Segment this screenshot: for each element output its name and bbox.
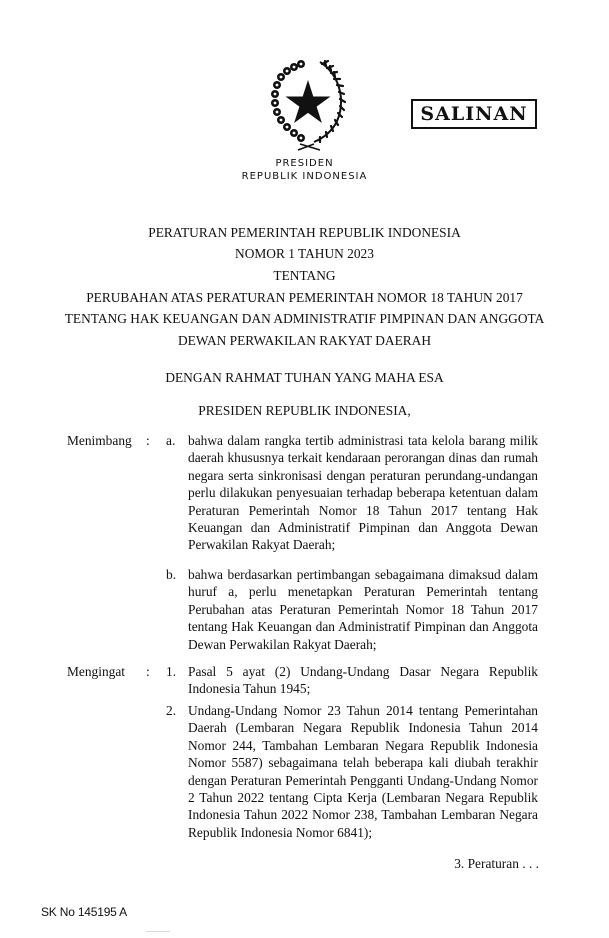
menimbang-item-b-text: bahwa berdasarkan pertimbangan sebagaimana dimaksud dalam huruf a, perlu menetapkan Peraturan Pemerintah tentang Perubahan atas Peraturan Pemerintah Nomor 18 Tahun 2017 tentang Hak Keuangan dan Administratif Pimpinan dan Anggota Dewan Perwakilan Rakyat Daerah; [188, 567, 538, 652]
invocation: DENGAN RAHMAT TUHAN YANG MAHA ESA [165, 370, 444, 385]
mengingat-item-1-text: Pasal 5 ayat (2) Undang-Undang Dasar Negara Republik Indonesia Tahun 1945; [188, 664, 538, 697]
title-line-5: TENTANG HAK KEUANGAN DAN ADMINISTRATIF PIMPINAN DAN ANGGOTA [64, 311, 545, 326]
menimbang-item-a-text: bahwa dalam rangka tertib administrasi tata kelola barang milik daerah khususnya terkait kendaraan perorangan dinas dan rumah negara serta sinkronisasi dengan peraturan perundang-undangan perlu dilakukan penyesuaian terhadap beberapa ketentuan dalam Peraturan Pemerintah Nomor 18 Tahun 2017 tentang Hak Keuangan dan Administratif Pimpinan dan Anggota Dewan Perwakilan Rakyat Daerah; [188, 433, 538, 553]
title-line-3: TENTANG [273, 268, 336, 283]
salinan-stamp-text: SALINAN [420, 103, 528, 125]
presidential-emblem-icon [268, 58, 348, 152]
office-line-republik: REPUBLIK INDONESIA [241, 171, 368, 182]
document-reference-number: SK No 145195 A [41, 905, 127, 919]
title-line-1: PERATURAN PEMERINTAH REPUBLIK INDONESIA [148, 225, 461, 240]
issuer: PRESIDEN REPUBLIK INDONESIA, [198, 403, 411, 418]
salinan-stamp [411, 99, 537, 129]
mengingat-colon: : [146, 664, 150, 679]
title-line-2: NOMOR 1 TAHUN 2023 [235, 246, 374, 261]
menimbang-item-a-marker: a. [166, 433, 176, 448]
mengingat-item-1-marker: 1. [166, 664, 177, 679]
office-line-presiden: PRESIDEN [275, 158, 334, 169]
mengingat-item-2-text: Undang-Undang Nomor 23 Tahun 2014 tentang Pemerintahan Daerah (Lembaran Negara Republik Indonesia Tahun 2014 Nomor 244, Tambahan Lembaran Negara Republik Indonesia Nomor 5587) sebagaimana telah beberapa kali diubah terakhir dengan Peraturan Pemerintah Pengganti Undang-Undang Nomor 2 Tahun 2022 tentang Cipta Kerja (Lembaran Negara Republik Indonesia Tahun 2022 Nomor 238, Tambahan Lembaran Negara Republik Indonesia Nomor 6841); [188, 703, 538, 840]
mengingat-label: Mengingat [67, 664, 126, 679]
mengingat-item-2-marker: 2. [166, 703, 177, 718]
menimbang-item-b-marker: b. [166, 567, 177, 582]
menimbang-colon: : [146, 433, 150, 448]
page-continuation: 3. Peraturan . . . [454, 856, 539, 871]
scan-artifact [146, 931, 170, 932]
title-line-4: PERUBAHAN ATAS PERATURAN PEMERINTAH NOMOR 18 TAHUN 2017 [86, 290, 523, 305]
title-line-6: DEWAN PERWAKILAN RAKYAT DAERAH [177, 333, 432, 348]
menimbang-label: Menimbang [67, 433, 132, 448]
